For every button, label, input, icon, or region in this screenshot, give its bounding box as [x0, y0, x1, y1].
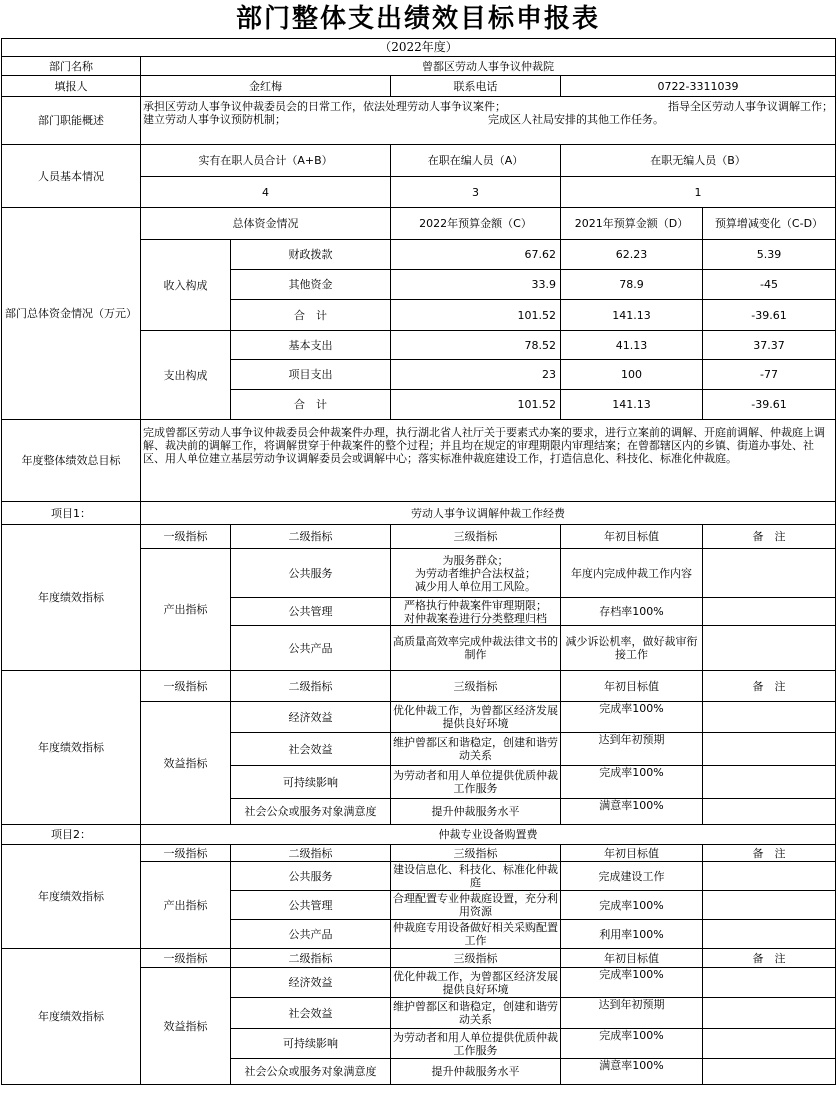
income-label: 收入构成 — [141, 240, 231, 331]
dept-name-label: 部门名称 — [2, 57, 141, 76]
lvl3-cell: 维护曾都区和谐稳定，创建和谐劳动关系 — [391, 998, 561, 1029]
remark-cell — [703, 766, 836, 799]
lvl2-cell: 可持续影响 — [231, 1029, 391, 1059]
header-target: 年初目标值 — [561, 671, 703, 702]
perf-label: 年度绩效指标 — [2, 845, 141, 949]
phone-label: 联系电话 — [391, 76, 561, 97]
goal-text: 完成曾都区劳动人事争议仲裁委员会仲裁案件办理，执行湖北省人社厅关于要素式办案的要求，进行立案前的调解、开庭前调解、仲裁庭上调解、裁决前的调解工作，将调解贯穿于仲裁案件的整个过程；并且均在规定的审理期限内审理结案；在曾都辖区内的乡镇、街道办事处、社区、用人单位建立基层劳动争议调解委员会或调解中心；落实标准仲裁庭建设工作，打造信息化、科技化、标准化仲裁庭。 — [141, 420, 836, 502]
target-cell: 完成率100% — [561, 891, 703, 920]
lvl3-cell: 合理配置专业仲裁庭设置，充分利用资源 — [391, 891, 561, 920]
staff-col-b: 在职无编人员（B） — [561, 145, 836, 177]
income-c: 101.52 — [391, 300, 561, 331]
phone-value: 0722-3311039 — [561, 76, 836, 97]
expense-name: 合 计 — [231, 390, 391, 420]
lvl2-cell: 公共服务 — [231, 549, 391, 598]
output-label: 产出指标 — [141, 862, 231, 949]
remark-cell — [703, 1029, 836, 1059]
lvl3-cell: 为服务群众； 为劳动者维护合法权益； 减少用人单位用工风险。 — [391, 549, 561, 598]
duties-text — [141, 97, 836, 145]
expense-name: 项目支出 — [231, 360, 391, 390]
remark-cell — [703, 702, 836, 733]
lvl2-cell: 公共管理 — [231, 891, 391, 920]
header-lvl2: 二级指标 — [231, 525, 391, 549]
remark-cell — [703, 549, 836, 598]
expense-name: 基本支出 — [231, 331, 391, 360]
project-label: 项目2： — [2, 825, 141, 845]
target-cell: 完成建设工作 — [561, 862, 703, 891]
expense-c: 23 — [391, 360, 561, 390]
lvl2-cell: 公共产品 — [231, 920, 391, 949]
income-d: 62.23 — [561, 240, 703, 270]
duties-line1-a: 承担区劳动人事争议仲裁委员会的日常工作，依法处理劳动人事争议案件； — [143, 100, 506, 113]
remark-cell — [703, 998, 836, 1029]
staff-label: 人员基本情况 — [2, 145, 141, 208]
remark-cell — [703, 891, 836, 920]
header-remark: 备 注 — [703, 949, 836, 968]
lvl3-cell: 优化仲裁工作，为曾都区经济发展提供良好环境 — [391, 702, 561, 733]
income-cd: -45 — [703, 270, 836, 300]
lvl3-cell: 提升仲裁服务水平 — [391, 1059, 561, 1085]
reporter-label: 填报人 — [2, 76, 141, 97]
year-label: （2022年度） — [2, 39, 836, 57]
lvl3-cell: 提升仲裁服务水平 — [391, 799, 561, 825]
header-lvl3: 三级指标 — [391, 671, 561, 702]
target-cell: 利用率100% — [561, 920, 703, 949]
staff-a: 3 — [391, 177, 561, 208]
lvl3-cell: 为劳动者和用人单位提供优质仲裁工作服务 — [391, 766, 561, 799]
target-cell: 完成率100% — [561, 702, 703, 733]
expense-d: 100 — [561, 360, 703, 390]
target-cell: 年度内完成仲裁工作内容 — [561, 549, 703, 598]
header-lvl3: 三级指标 — [391, 845, 561, 862]
lvl3-cell: 为劳动者和用人单位提供优质仲裁工作服务 — [391, 1029, 561, 1059]
funds-header-c: 2022年预算金额（C） — [391, 208, 561, 240]
duties-line2-b: 完成区人社局安排的其他工作任务。 — [488, 113, 664, 126]
target-cell: 减少诉讼机率，做好裁审衔接工作 — [561, 626, 703, 671]
project-name: 仲裁专业设备购置费 — [141, 825, 836, 845]
remark-cell — [703, 799, 836, 825]
header-remark: 备 注 — [703, 845, 836, 862]
funds-header-d: 2021年预算金额（D） — [561, 208, 703, 240]
income-c: 33.9 — [391, 270, 561, 300]
target-cell: 达到年初预期 — [561, 998, 703, 1029]
expense-label: 支出构成 — [141, 331, 231, 420]
income-d: 141.13 — [561, 300, 703, 331]
income-name: 其他资金 — [231, 270, 391, 300]
reporter-value: 金红梅 — [141, 76, 391, 97]
income-cd: 5.39 — [703, 240, 836, 270]
benefit-label: 效益指标 — [141, 702, 231, 825]
expense-c: 78.52 — [391, 331, 561, 360]
project-name: 劳动人事争议调解仲裁工作经费 — [141, 502, 836, 525]
remark-cell — [703, 598, 836, 626]
lvl2-cell: 社会效益 — [231, 733, 391, 766]
perf-label: 年度绩效指标 — [2, 949, 141, 1085]
staff-b: 1 — [561, 177, 836, 208]
lvl2-cell: 经济效益 — [231, 968, 391, 998]
benefit-label: 效益指标 — [141, 968, 231, 1085]
header-lvl1: 一级指标 — [141, 949, 231, 968]
target-cell: 达到年初预期 — [561, 733, 703, 766]
project-label: 项目1： — [2, 502, 141, 525]
lvl2-cell: 社会效益 — [231, 998, 391, 1029]
remark-cell — [703, 862, 836, 891]
expense-d: 141.13 — [561, 390, 703, 420]
duties-line1-b: 指导全区劳动人事争议调解工作； — [668, 100, 834, 113]
income-c: 67.62 — [391, 240, 561, 270]
expense-cd: -39.61 — [703, 390, 836, 420]
expense-d: 41.13 — [561, 331, 703, 360]
header-lvl3: 三级指标 — [391, 525, 561, 549]
duties-label: 部门职能概述 — [2, 97, 141, 145]
remark-cell — [703, 968, 836, 998]
lvl3-cell: 仲裁庭专用设备做好相关采购配置工作 — [391, 920, 561, 949]
header-remark: 备 注 — [703, 525, 836, 549]
target-cell: 满意率100% — [561, 799, 703, 825]
target-cell: 完成率100% — [561, 968, 703, 998]
target-cell: 满意率100% — [561, 1059, 703, 1085]
page-title: 部门整体支出绩效目标申报表 — [235, 4, 600, 34]
remark-cell — [703, 1059, 836, 1085]
header-lvl1: 一级指标 — [141, 525, 231, 549]
lvl2-cell: 社会公众或服务对象满意度 — [231, 799, 391, 825]
staff-col-total: 实有在职人员合计（A+B） — [141, 145, 391, 177]
expense-c: 101.52 — [391, 390, 561, 420]
header-lvl2: 二级指标 — [231, 845, 391, 862]
output-label: 产出指标 — [141, 549, 231, 671]
funds-header-cd: 预算增减变化（C-D） — [703, 208, 836, 240]
staff-total: 4 — [141, 177, 391, 208]
income-name: 财政拨款 — [231, 240, 391, 270]
income-name: 合 计 — [231, 300, 391, 331]
lvl2-cell: 公共产品 — [231, 626, 391, 671]
lvl2-cell: 公共服务 — [231, 862, 391, 891]
income-cd: -39.61 — [703, 300, 836, 331]
expense-cd: -77 — [703, 360, 836, 390]
lvl3-cell: 维护曾都区和谐稳定，创建和谐劳动关系 — [391, 733, 561, 766]
header-lvl2: 二级指标 — [231, 671, 391, 702]
report-table — [1, 38, 836, 1085]
header-lvl1: 一级指标 — [141, 845, 231, 862]
lvl3-cell: 优化仲裁工作，为曾都区经济发展提供良好环境 — [391, 968, 561, 998]
income-d: 78.9 — [561, 270, 703, 300]
perf-label: 年度绩效指标 — [2, 671, 141, 825]
target-cell: 完成率100% — [561, 766, 703, 799]
target-cell: 存档率100% — [561, 598, 703, 626]
perf-label: 年度绩效指标 — [2, 525, 141, 671]
remark-cell — [703, 733, 836, 766]
dept-name-value: 曾都区劳动人事争议仲裁院 — [141, 57, 836, 76]
header-lvl3: 三级指标 — [391, 949, 561, 968]
goal-label: 年度整体绩效总目标 — [2, 420, 141, 502]
target-cell: 完成率100% — [561, 1029, 703, 1059]
lvl3-cell: 建设信息化、科技化、标准化仲裁庭 — [391, 862, 561, 891]
remark-cell — [703, 626, 836, 671]
lvl2-cell: 可持续影响 — [231, 766, 391, 799]
header-remark: 备 注 — [703, 671, 836, 702]
lvl2-cell: 公共管理 — [231, 598, 391, 626]
header-lvl2: 二级指标 — [231, 949, 391, 968]
funds-header-overall: 总体资金情况 — [141, 208, 391, 240]
header-target: 年初目标值 — [561, 949, 703, 968]
lvl2-cell: 社会公众或服务对象满意度 — [231, 1059, 391, 1085]
duties-line2-a: 建立劳动人事争议预防机制； — [143, 113, 286, 126]
header-lvl1: 一级指标 — [141, 671, 231, 702]
lvl3-cell: 高质量高效率完成仲裁法律文书的制作 — [391, 626, 561, 671]
funds-label: 部门总体资金情况（万元） — [2, 208, 141, 420]
lvl2-cell: 经济效益 — [231, 702, 391, 733]
header-target: 年初目标值 — [561, 845, 703, 862]
staff-col-a: 在职在编人员（A） — [391, 145, 561, 177]
header-target: 年初目标值 — [561, 525, 703, 549]
expense-cd: 37.37 — [703, 331, 836, 360]
remark-cell — [703, 920, 836, 949]
lvl3-cell: 严格执行仲裁案件审理期限； 对仲裁案卷进行分类整理归档 — [391, 598, 561, 626]
